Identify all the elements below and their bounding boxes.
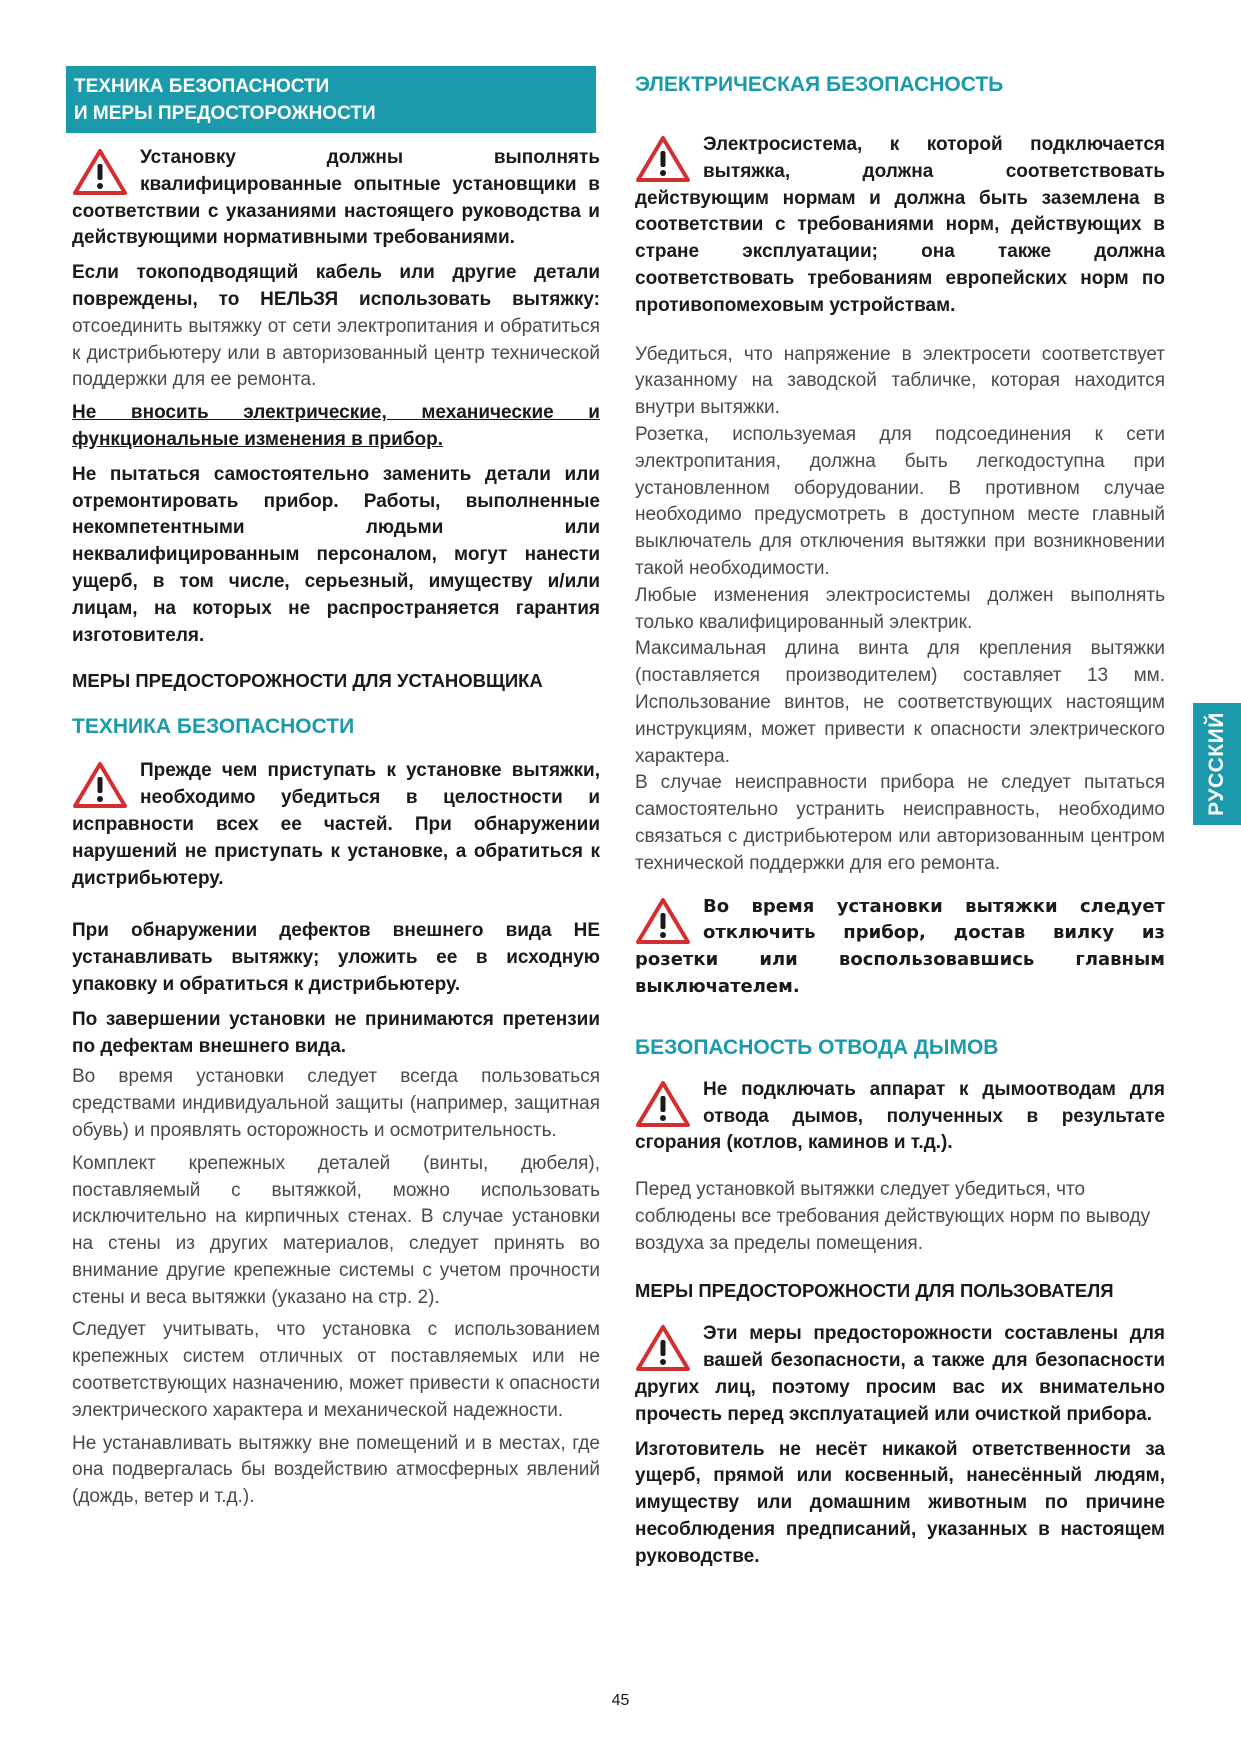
electrical-heading: ЭЛЕКТРИЧЕСКАЯ БЕЗОПАСНОСТЬ <box>635 73 1004 96</box>
no-repair-paragraph: Не пытаться самостоятельно заменить детали или отремонтировать прибор. Работы, выполненные некомпетентными людьми или неквалифицированным персоналом, могут нанести ущерб, в том числе, серьезный, имуществу и/или лицам, на которых не распространяется гарантия изготовителя. <box>72 463 600 646</box>
warning-block-smoke <box>635 1077 1165 1157</box>
electrician-paragraph: Любые изменения электросистемы должен выполнять только квалифицированный электрик. <box>635 584 1165 633</box>
warning-block-qualified <box>72 145 600 252</box>
socket-paragraph: Розетка, используемая для подсоединения к сети электропитания, должна быть легкодоступна при установленном оборудовании. В противном случае необходимо предусмотреть в доступном месте главный выключатель для отключения вытяжки при возникновении такой необходимости. <box>635 423 1165 579</box>
user-heading: МЕРЫ ПРЕДОСТОРОЖНОСТИ ДЛЯ ПОЛЬЗОВАТЕЛЯ <box>635 1280 1114 1302</box>
warning-text: Электросистема, к которой подключается вытяжка, должна соответствовать действующим нормам и должна быть заземлена в соответствии с требованиями норм, действующих в стране эксплуатации; она также должна соответствовать требованиям европейских норм по противопомеховым устройствам. <box>635 134 1165 316</box>
page-number: 45 <box>611 1692 630 1709</box>
malfunction-paragraph: В случае неисправности прибора не следует пытаться самостоятельно устранить неисправность, необходимо связаться с дистрибьютером или авторизованным центром технической поддержки для его ремонта. <box>635 772 1165 874</box>
air-paragraph: Перед установкой вытяжки следует убедиться, что соблюдены все требования действующих норм по выводу воздуха за пределы помещения. <box>635 1179 1151 1254</box>
warning-triangle-icon <box>635 1323 691 1373</box>
warning-text: Во время установки вытяжки следует отключить прибор, достав вилку из розетки или воспользовавшись главным выключателем. <box>635 895 1165 997</box>
ppe-paragraph: Во время установки следует всегда пользоваться средствами индивидуальной защиты (например, защитная обувь) и проявлять осторожность и осмотрительность. <box>72 1066 600 1141</box>
liability-paragraph: Изготовитель не несёт никакой ответственности за ущерб, прямой или косвенный, нанесённый людям, имуществу или домашним животным по причине несоблюдения предписаний, указанных в настоящем руководстве. <box>635 1438 1165 1567</box>
safety-heading: ТЕХНИКА БЕЗОПАСНОСТИ <box>72 715 355 739</box>
warning-triangle-icon <box>635 896 691 946</box>
warning-block-electrical <box>635 132 1165 320</box>
warning-block-user <box>635 1321 1165 1428</box>
banner-line-1: ТЕХНИКА БЕЗОПАСНОСТИ <box>74 76 330 97</box>
warning-block-disconnect <box>635 894 1165 1001</box>
claims-paragraph: По завершении установки не принимаются претензии по дефектам внешнего вида. <box>72 1008 600 1057</box>
warning-text: Не подключать аппарат к дымоотводам для отвода дымов, полученных в результате сгорания (котлов, каминов и т.д.). <box>635 1078 1165 1154</box>
warning-triangle-icon <box>72 760 128 810</box>
warning-text: Установку должны выполнять квалифицированные опытные установщики в соответствии с указаниями настоящего руководства и действующими нормативными требованиями. <box>72 147 600 249</box>
warning-text: Эти меры предосторожности составлены для вашей безопасности, а также для безопасности других лиц, поэтому просим вас их внимательно прочесть перед эксплуатацией или очисткой прибора. <box>635 1323 1165 1425</box>
no-changes-paragraph: Не вносить электрические, механические и функциональные изменения в прибор. <box>72 402 600 450</box>
defects-paragraph: При обнаружении дефектов внешнего вида НЕ устанавливать вытяжку; уложить ее в исходную упаковку и обратиться к дистрибьютеру. <box>72 920 600 995</box>
right-column <box>635 66 1165 1571</box>
left-column <box>72 66 600 1511</box>
screw-paragraph: Максимальная длина винта для крепления вытяжки (поставляется производителем) составляет 13 мм. Использование винтов, не соответствующих настоящим инструкциям, может привести к опасности электрического характера. <box>635 638 1165 767</box>
voltage-paragraph: Убедиться, что напряжение в электросети соответствует указанному на заводской табличке, которая находится внутри вытяжки. <box>635 343 1165 419</box>
cable-paragraph <box>72 260 600 394</box>
warning-triangle-icon <box>635 134 691 184</box>
language-label: РУССКИЙ <box>1205 712 1228 816</box>
warning-triangle-icon <box>635 1079 691 1129</box>
section-banner <box>66 66 596 133</box>
fasteners-paragraph: Комплект крепежных деталей (винты, дюбеля), поставляемый с вытяжкой, можно использовать исключительно на кирпичных стенах. В случае установки на стены из других материалов, следует принять во внимание другие крепежные системы с учетом прочности стены и веса вытяжки (указано на стр. 2). <box>72 1152 600 1308</box>
cable-light-text: отсоединить вытяжку от сети электропитания и обратиться к дистрибьютеру или в авторизованный центр технической поддержки для ее ремонта. <box>72 315 600 391</box>
cable-bold-text: Если токоподводящий кабель или другие детали повреждены, то НЕЛЬЗЯ использовать вытяжку: <box>72 262 600 310</box>
warning-triangle-icon <box>72 147 128 197</box>
outdoor-paragraph: Не устанавливать вытяжку вне помещений и в местах, где она подвергалась бы воздействию атмосферных явлений (дождь, ветер и т.д.). <box>72 1432 600 1508</box>
language-side-tab <box>1193 703 1241 825</box>
banner-line-2: И МЕРЫ ПРЕДОСТОРОЖНОСТИ <box>74 103 376 124</box>
smoke-heading: БЕЗОПАСНОСТЬ ОТВОДА ДЫМОВ <box>635 1035 999 1059</box>
warning-block-integrity <box>72 758 600 892</box>
other-systems-paragraph: Следует учитывать, что установка с использованием крепежных систем отличных от поставляемых или не соответствующих назначению, может привести к опасности электрического характера и механической надежности. <box>72 1319 600 1421</box>
warning-text: Прежде чем приступать к установке вытяжки, необходимо убедиться в целостности и исправности всех ее частей. При обнаружении нарушений не приступать к установке, а обратиться к дистрибьютеру. <box>72 760 600 889</box>
installer-heading: МЕРЫ ПРЕДОСТОРОЖНОСТИ ДЛЯ УСТАНОВЩИКА <box>72 670 543 692</box>
